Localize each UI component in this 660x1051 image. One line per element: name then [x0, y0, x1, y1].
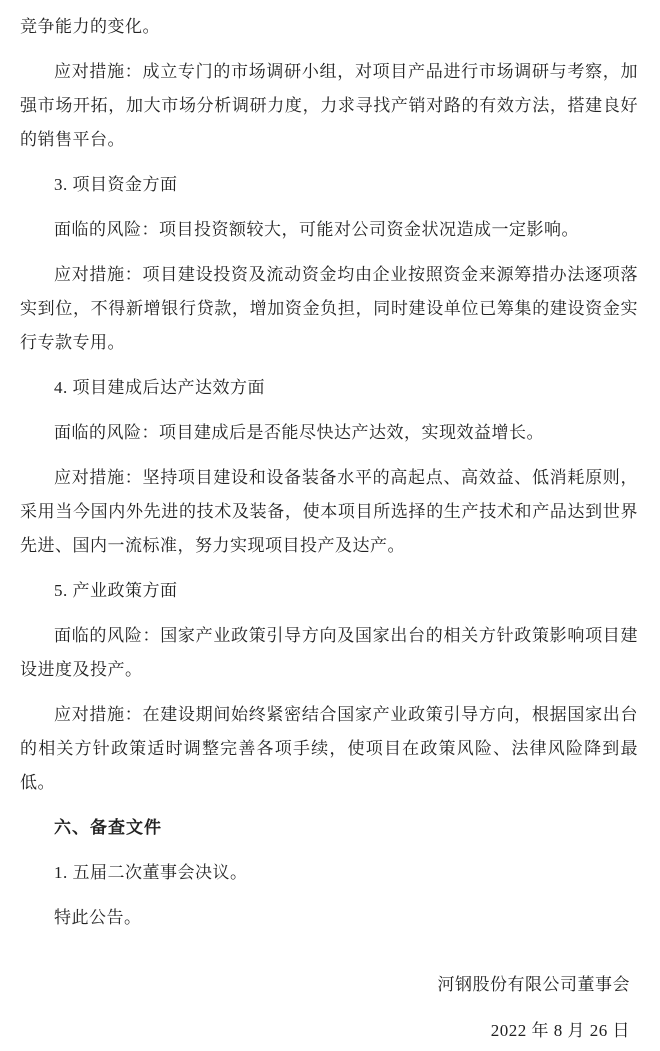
signature-block [20, 965, 638, 1051]
paragraph-continuation: 竞争能力的变化。 [20, 17, 160, 36]
closing-statement: 特此公告。 [54, 908, 142, 927]
paragraph-measures-market: 应对措施：成立专门的市场调研小组，对项目产品进行市场调研与考察，加强市场开拓，加大市场分析调研力度，力求寻找产销对路的有效方法，搭建良好的销售平台。 [20, 62, 638, 149]
paragraph-measures-production: 应对措施：坚持项目建设和设备装备水平的高起点、高效益、低消耗原则，采用当今国内外先进的技术及装备，使本项目所选择的生产技术和产品达到世界先进、国内一流标准，努力实现项目投产及达产。 [20, 468, 638, 555]
signature-company: 河钢股份有限公司董事会 [437, 975, 630, 994]
section-item-4-production: 4. 项目建成后达产达效方面 [54, 378, 265, 397]
section-item-5-policy: 5. 产业政策方面 [54, 581, 178, 600]
paragraph-risk-production: 面临的风险：项目建成后是否能尽快达产达效，实现效益增长。 [54, 423, 544, 442]
paragraph-measures-policy: 应对措施：在建设期间始终紧密结合国家产业政策引导方向，根据国家出台的相关方针政策适时调整完善各项手续，使项目在政策风险、法律风险降到最低。 [20, 705, 638, 792]
paragraph-measures-funding: 应对措施：项目建设投资及流动资金均由企业按照资金来源筹措办法逐项落实到位，不得新增银行贷款，增加资金负担，同时建设单位已筹集的建设资金实行专款专用。 [20, 265, 638, 352]
section-item-3-funding: 3. 项目资金方面 [54, 175, 178, 194]
list-item-board-resolution: 1. 五届二次董事会决议。 [54, 863, 248, 882]
signature-date: 2022 年 8 月 26 日 [490, 1021, 630, 1040]
section-heading-reference-documents: 六、备查文件 [54, 818, 162, 837]
paragraph-risk-funding: 面临的风险：项目投资额较大，可能对公司资金状况造成一定影响。 [54, 220, 579, 239]
paragraph-risk-policy: 面临的风险：国家产业政策引导方向及国家出台的相关方针政策影响项目建设进度及投产。 [20, 626, 638, 679]
